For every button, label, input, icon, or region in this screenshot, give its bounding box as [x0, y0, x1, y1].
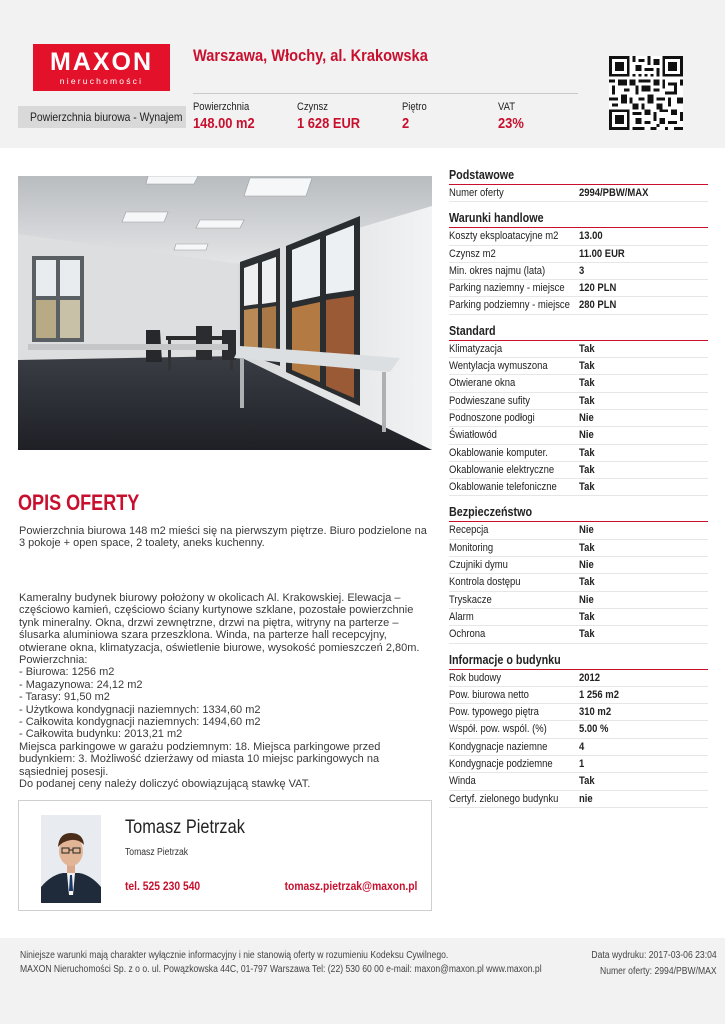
stat-rent-label: Czynsz [297, 101, 329, 113]
section-title: Podstawowe [449, 166, 708, 185]
detail-value: 280 PLN [579, 299, 617, 312]
detail-row [449, 358, 708, 375]
detail-row [449, 773, 708, 790]
detail-value: Tak [579, 541, 595, 554]
detail-value: Nie [579, 593, 594, 606]
detail-key: Czynsz m2 [449, 247, 496, 260]
detail-key: Wentylacja wymuszona [449, 360, 548, 373]
detail-row [449, 375, 708, 392]
qr-code-icon[interactable] [609, 56, 683, 130]
footer-print-date: Data wydruku: 2017-03-06 23:04 [591, 950, 717, 961]
detail-row [449, 739, 708, 756]
category-label: Powierzchnia biurowa - Wynajem [30, 110, 183, 124]
stat-rent [297, 101, 370, 132]
detail-key: Okablowanie elektryczne [449, 463, 555, 476]
description-line: Powierzchnia biurowa 148 m2 mieści się na pierwszym piętrze. Biuro podzielone na [19, 525, 427, 537]
description-line: Do podanej ceny należy doliczyć obowiązującą stawkę VAT. [19, 778, 311, 791]
description-paragraph-2 [19, 592, 429, 791]
agent-email-link[interactable]: tomasz.pietrzak@maxon.pl [284, 879, 417, 893]
agent-subtitle: Tomasz Pietrzak [125, 847, 189, 858]
detail-row [449, 263, 708, 280]
detail-value: 13.00 [579, 230, 603, 243]
detail-row [449, 427, 708, 444]
detail-key: Monitoring [449, 541, 494, 554]
description-line: ślusarka aluminiowa szara przeszklona. Winda, na parterze hall recepcyjny, [19, 629, 387, 642]
section-title: Warunki handlowe [449, 209, 708, 228]
section-building-info [449, 651, 708, 808]
description-line: Miejsca parkingowe w garażu podziemnym: 18. Miejsca parkingowe przed [19, 740, 381, 753]
description-line: otwierane okna, klimatyzacja, oświetlenie biurowe, wysokość pomieszczeń 2,80m. [19, 641, 420, 654]
logo-main-text: MAXON [49, 48, 154, 76]
description-line: - Magazynowa: 24,12 m2 [19, 678, 143, 691]
detail-key: Numer oferty [449, 187, 504, 199]
agent-avatar [41, 815, 101, 903]
detail-value: Tak [579, 481, 595, 494]
description-line: tynk mineralny. Okna, drzwi zewnętrzne, drzwi na piętra, witryny na parterze – [19, 616, 399, 629]
stat-rent-value: 1 628 EUR [297, 115, 361, 132]
detail-key: Czujniki dymu [449, 559, 508, 572]
stat-floor-value: 2 [402, 115, 410, 132]
detail-value: Nie [579, 559, 594, 572]
property-photo[interactable] [18, 176, 432, 450]
detail-row [449, 228, 708, 245]
stat-area-value: 148.00 m2 [193, 115, 255, 132]
detail-key: Pow. typowego piętra [449, 706, 539, 719]
detail-row [449, 297, 708, 314]
detail-row [449, 540, 708, 557]
page-footer [0, 938, 725, 1024]
detail-key: Okablowanie telefoniczne [449, 481, 557, 494]
detail-value: Tak [579, 610, 595, 623]
detail-value: 1 256 m2 [579, 688, 619, 701]
description-line: Kameralny budynek biurowy położony w okolicach Al. Krakowskiej. Elewacja – [19, 592, 401, 604]
detail-value: 5.00 % [579, 723, 609, 736]
detail-row [449, 687, 708, 704]
description-line: - Tarasy: 91,50 m2 [19, 691, 110, 704]
section-standard [449, 322, 708, 497]
detail-row [449, 280, 708, 297]
detail-value: 2012 [579, 671, 601, 684]
detail-value: Nie [579, 524, 594, 537]
detail-row [449, 704, 708, 721]
detail-row [449, 721, 708, 738]
description-line: częściowo kamień, częściowo ściany kurtynowe szklane, pozostałe powierzchnie [19, 604, 414, 617]
footer-disclaimer: Niniejsze warunki mają charakter wyłącznie informacyjny i nie stanowią oferty w rozumieniu Kodeksu Cywilnego. [20, 950, 449, 961]
detail-key: Alarm [449, 610, 474, 623]
detail-row [449, 756, 708, 773]
description-line: budynkiem: 3. Możliwość dzierżawy od miasta 10 miejsc parkingowych na [19, 753, 380, 766]
detail-value: Tak [579, 446, 595, 459]
detail-value: Tak [579, 775, 595, 788]
detail-key: Kondygnacje podziemne [449, 758, 553, 771]
detail-key: Koszty eksploatacyjne m2 [449, 230, 559, 243]
detail-row [449, 185, 708, 202]
detail-value: 120 PLN [579, 282, 617, 295]
detail-key: Otwierane okna [449, 377, 516, 390]
description-line: 3 pokoje + open space, 2 toalety, aneks kuchenny. [19, 537, 265, 550]
stat-vat-label: VAT [498, 101, 515, 113]
detail-key: Okablowanie komputer. [449, 446, 548, 459]
detail-row [449, 609, 708, 626]
detail-key: Ochrona [449, 628, 486, 641]
detail-row [449, 626, 708, 643]
detail-value: Tak [579, 394, 595, 407]
detail-key: Certyf. zielonego budynku [449, 792, 559, 805]
detail-key: Światłowód [449, 429, 497, 442]
description-line: - Całkowita kondygnacji naziemnych: 1494,60 m2 [19, 716, 261, 729]
logo-sub-text: nieruchomości [59, 76, 144, 86]
detail-key: Recepcja [449, 524, 489, 537]
detail-value: 3 [579, 264, 585, 277]
detail-value: Tak [579, 342, 595, 355]
property-address: Warszawa, Włochy, al. Krakowska [193, 46, 428, 65]
detail-row [449, 574, 708, 591]
detail-key: Winda [449, 775, 476, 788]
detail-value: Tak [579, 576, 595, 589]
description-line: Powierzchnia: [19, 654, 88, 667]
stat-vat [498, 101, 528, 132]
page-header [0, 0, 725, 148]
detail-key: Podnoszone podłogi [449, 411, 535, 424]
detail-value: 4 [579, 740, 585, 753]
detail-row [449, 522, 708, 539]
detail-row [449, 341, 708, 358]
detail-row [449, 462, 708, 479]
stat-floor-label: Piętro [402, 101, 427, 113]
stat-vat-value: 23% [498, 115, 524, 132]
detail-row [449, 393, 708, 410]
agent-name: Tomasz Pietrzak [125, 817, 245, 838]
stat-floor [402, 101, 431, 132]
detail-value: Nie [579, 411, 594, 424]
footer-offer-number: Numer oferty: 2994/PBW/MAX [600, 966, 717, 977]
description-title: OPIS OFERTY [18, 490, 140, 515]
section-security [449, 503, 708, 643]
detail-row [449, 791, 708, 808]
detail-row [449, 557, 708, 574]
detail-row [449, 670, 708, 687]
section-title: Standard [449, 322, 708, 341]
detail-value: nie [579, 792, 593, 805]
category-badge [18, 106, 186, 128]
footer-company-info: MAXON Nieruchomości Sp. z o o. ul. Powązkowska 44C, 01-797 Warszawa Tel: (22) 530 60 00 e-mail: maxon@maxon.pl www.maxon.pl [20, 964, 542, 975]
detail-key: Rok budowy [449, 671, 502, 684]
offer-details [449, 166, 708, 808]
detail-key: Tryskacze [449, 593, 492, 606]
detail-key: Kontrola dostępu [449, 576, 521, 589]
detail-key: Współ. pow. wspól. (%) [449, 723, 547, 736]
section-commercial-terms [449, 209, 708, 314]
detail-value: 310 m2 [579, 706, 612, 719]
maxon-logo[interactable] [33, 44, 170, 91]
agent-card [18, 800, 432, 911]
detail-key: Parking naziemny - miejsce [449, 282, 565, 295]
detail-value: 2994/PBW/MAX [579, 187, 649, 199]
detail-row [449, 246, 708, 263]
detail-row [449, 592, 708, 609]
detail-value: 11.00 EUR [579, 247, 625, 260]
detail-value: Tak [579, 360, 595, 373]
detail-row [449, 445, 708, 462]
stat-area [193, 101, 265, 132]
detail-key: Klimatyzacja [449, 342, 503, 355]
description-line: - Całkowita budynku: 2013,21 m2 [19, 728, 183, 741]
agent-phone-link[interactable]: tel. 525 230 540 [125, 879, 201, 893]
detail-value: Tak [579, 628, 595, 641]
detail-value: 1 [579, 758, 585, 771]
detail-row [449, 410, 708, 427]
description-line: sąsiedniej posesji. [19, 765, 109, 778]
detail-key: Parking podziemny - miejsce [449, 299, 570, 312]
detail-key: Podwieszane sufity [449, 394, 530, 407]
section-title: Informacje o budynku [449, 651, 708, 670]
detail-key: Min. okres najmu (lata) [449, 264, 546, 277]
description-paragraph-1 [19, 525, 429, 550]
detail-key: Pow. biurowa netto [449, 688, 529, 701]
detail-value: Tak [579, 377, 595, 390]
header-divider [193, 93, 578, 94]
section-basic [449, 166, 708, 202]
detail-value: Nie [579, 429, 594, 442]
detail-key: Kondygnacje naziemne [449, 740, 548, 753]
detail-value: Tak [579, 463, 595, 476]
description-line: - Biurowa: 1256 m2 [19, 666, 115, 679]
section-title: Bezpieczeństwo [449, 503, 708, 522]
description-line: - Użytkowa kondygnacji naziemnych: 1334,60 m2 [19, 703, 261, 716]
stat-area-label: Powierzchnia [193, 101, 250, 113]
detail-row [449, 479, 708, 496]
